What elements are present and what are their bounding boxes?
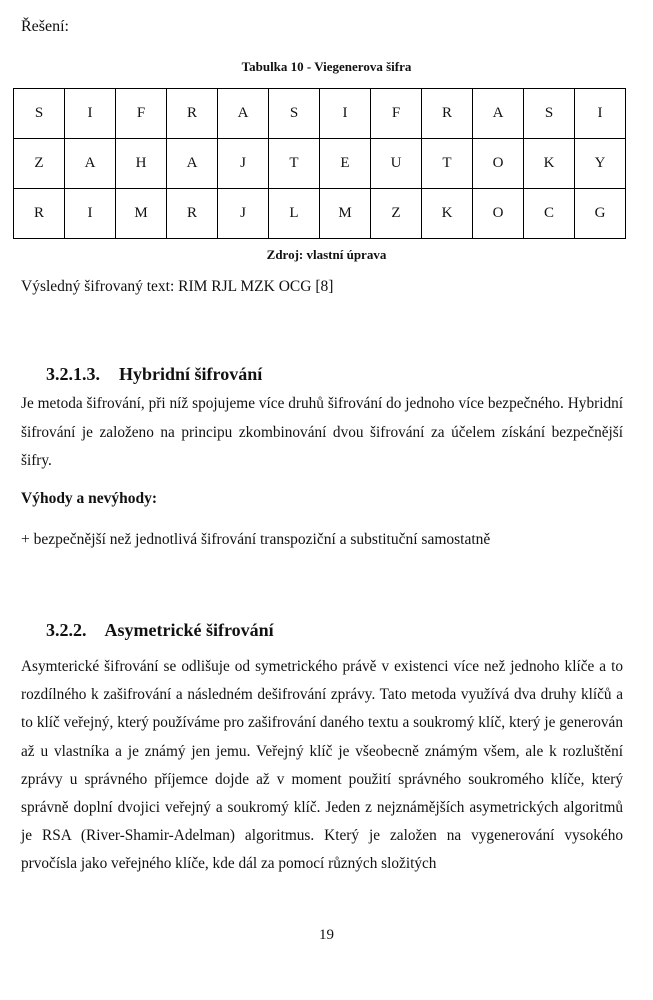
table-cell: G (575, 189, 626, 239)
table-source: Zdroj: vlastní úprava (266, 247, 387, 262)
table-cell: C (524, 189, 575, 239)
table-cell: I (575, 89, 626, 139)
table-cell: E (320, 139, 371, 189)
table-cell: S (524, 89, 575, 139)
asym-paragraph: Asymterické šifrování se odlišuje od symetrického právě v existenci více než jednoho klíče a to rozdílného k zašifrování a následném dešifrování zprávy. Tato metoda využívá dva druhy klíčů a to klíč veřejný, který používáme pro zašifrování daného textu a soukromý klíč, který je generován až u vlastníka a je známý jen jemu. Veřejný klíč je všeobecně známým všem, ale k rozluštění zprávy u správného příjemce dojde až v moment použití správného soukromého klíče, který správně doplní dvojici veřejný a soukromý klíč. Jeden z nejznámějších asymetrických algoritmů je RSA (River-Shamir-Adelman) algoritmus. Který je založen na vygenerování vysokého prvočísla jako veřejného klíče, kde dál za pomocí různých složitých (21, 658, 623, 873)
section-heading-hybrid (46, 364, 262, 385)
table-cell: T (269, 139, 320, 189)
table-cell: J (218, 189, 269, 239)
table-cell: I (65, 189, 116, 239)
table-cell: M (116, 189, 167, 239)
table-cell: F (371, 89, 422, 139)
table-cell: Z (371, 189, 422, 239)
table-cell: K (524, 139, 575, 189)
table-cell: J (218, 139, 269, 189)
table-cell: R (14, 189, 65, 239)
table-cell: R (422, 89, 473, 139)
result-text: Výsledný šifrovaný text: RIM RJL MZK OCG [8] (21, 278, 334, 295)
section-title: Asymetrické šifrování (104, 620, 274, 640)
table-cell: A (167, 139, 218, 189)
table-cell: Z (14, 139, 65, 189)
table-cell: A (473, 89, 524, 139)
table-cell: K (422, 189, 473, 239)
table-row (14, 139, 626, 189)
table-cell: R (167, 189, 218, 239)
table-cell: O (473, 189, 524, 239)
table-cell: M (320, 189, 371, 239)
vigenere-table (13, 88, 626, 239)
table-cell: I (65, 89, 116, 139)
table-cell: S (269, 89, 320, 139)
table-cell: A (65, 139, 116, 189)
solution-label: Řešení: (21, 18, 69, 35)
section-heading-asym (46, 620, 274, 641)
section-number: 3.2.2. (46, 620, 87, 640)
pros-item: + bezpečnější než jednotlivá šifrování transpoziční a substituční samostatně (21, 531, 491, 548)
table-cell: H (116, 139, 167, 189)
table-cell: A (218, 89, 269, 139)
table-cell: S (14, 89, 65, 139)
table-cell: T (422, 139, 473, 189)
table-row (14, 189, 626, 239)
table-cell: O (473, 139, 524, 189)
hybrid-paragraph: Je metoda šifrování, při níž spojujeme více druhů šifrování do jednoho více bezpečného. Hybridní šifrování je založeno na principu zkombinování dvou šifrování za účelem získání bezpečnější šifry. (21, 395, 623, 470)
pros-cons-heading: Výhody a nevýhody: (21, 490, 158, 507)
table-cell: R (167, 89, 218, 139)
table-cell: I (320, 89, 371, 139)
section-number: 3.2.1.3. (46, 364, 100, 384)
table-cell: Y (575, 139, 626, 189)
table-cell: L (269, 189, 320, 239)
page-number: 19 (319, 927, 334, 943)
table-cell: U (371, 139, 422, 189)
table-cell: F (116, 89, 167, 139)
table-row (14, 89, 626, 139)
table-caption: Tabulka 10 - Viegenerova šifra (241, 59, 412, 74)
section-title: Hybridní šifrování (119, 364, 263, 384)
